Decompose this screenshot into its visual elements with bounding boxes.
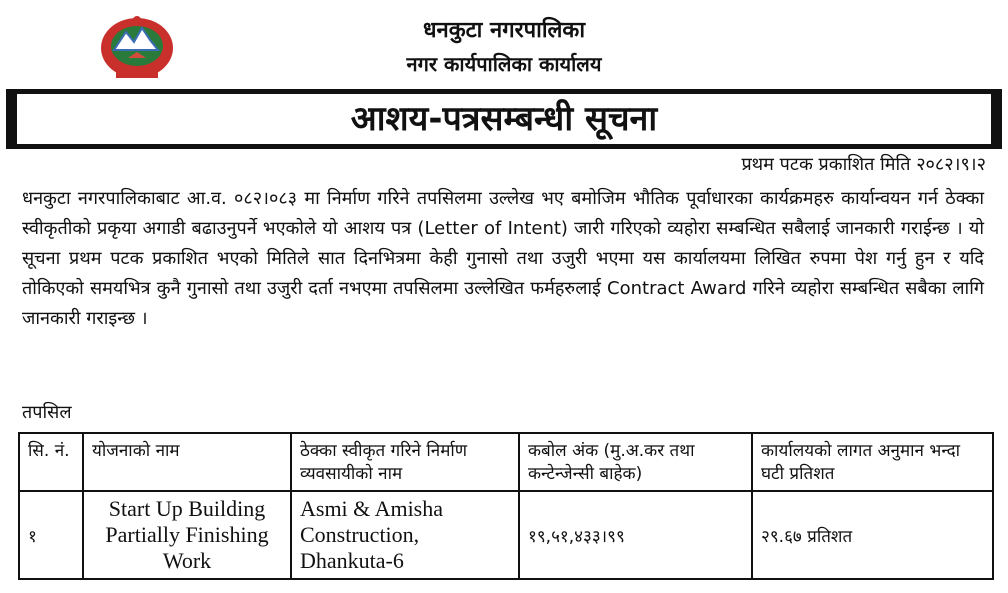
table-row bbox=[19, 491, 993, 579]
header-contractor: ठेक्का स्वीकृत गरिने निर्माण व्यवसायीको नाम bbox=[291, 433, 519, 491]
cell-sn: १ bbox=[19, 491, 83, 579]
letterhead bbox=[0, 0, 1008, 88]
cell-bid-amount: १९,५१,४३३।९९ bbox=[519, 491, 752, 579]
contract-table bbox=[18, 432, 994, 580]
notice-banner bbox=[6, 89, 1002, 149]
cell-percent: २९.६७ प्रतिशत bbox=[752, 491, 993, 579]
tapasil-label: तपसिल bbox=[22, 402, 72, 423]
header-bid-amount: कबोल अंक (मु.अ.कर तथा कन्टेन्जेन्सी बाहेक) bbox=[519, 433, 752, 491]
notice-paragraph: धनकुटा नगरपालिकाबाट आ.व. ०८२।०८३ मा निर्माण गरिने तपसिलमा उल्लेख भए बमोजिम भौतिक पूर्वाधारका कार्यक्रमहरु कार्यान्वयन गर्न ठेक्का स्वीकृतीको प्रकृया अगाडी बढाउनुपर्ने भएकोले यो आशय पत्र (Letter of Intent) जारी गरिएको व्यहोरा सम्बन्धित सबैलाई जानकारी गराईन्छ । यो सूचना प्रथम पटक प्रकाशित भएको मितिले सात दिनभित्रमा केही गुनासो तथा उजुरी भएमा यस कार्यालयमा लिखित रुपमा पेश गर्नु हुन र यदि तोकिएको समयभित्र कुनै गुनासो तथा उजुरी दर्ता नभएमा तपसिलमा उल्लेखित फर्महरुलाई Contract Award गरिने व्यहोरा सम्बन्धित सबैका लागि जानकारी गराइन्छ । bbox=[22, 188, 984, 329]
publication-date: प्रथम पटक प्रकाशित मिति २०८२।९।२ bbox=[741, 154, 986, 175]
notice-body bbox=[22, 184, 984, 334]
header-project: योजनाको नाम bbox=[83, 433, 291, 491]
cell-contractor: Asmi & Amisha Construction, Dhankuta-6 bbox=[291, 491, 519, 579]
table-header-row bbox=[19, 433, 993, 491]
header-sn: सि. नं. bbox=[19, 433, 83, 491]
municipality-name: धनकुटा नगरपालिका bbox=[422, 18, 586, 43]
notice-title: आशय-पत्रसम्बन्धी सूचना bbox=[17, 94, 991, 144]
office-name: नगर कार्यपालिका कार्यालय bbox=[406, 52, 602, 76]
cell-project: Start Up Building Partially Finishing Work bbox=[83, 491, 291, 579]
header-percent: कार्यालयको लागत अनुमान भन्दा घटी प्रतिशत bbox=[752, 433, 993, 491]
